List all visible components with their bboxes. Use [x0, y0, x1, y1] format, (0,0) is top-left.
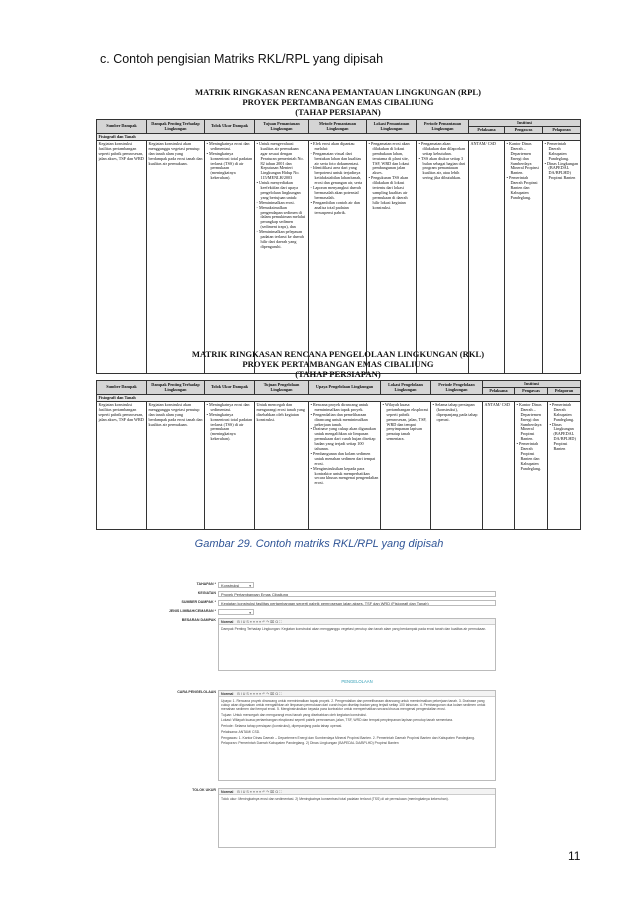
- list-item: • Untuk mengevaluasi kualitas air permukaan agar sesuai dengan Peraturan pemerintah No. 82 tahun 2001 dan Keputusan Menteri Lingkungan Hidup No. 115/MENLH/2003: [257, 142, 307, 181]
- besaran-dampak-label: BESARAN DAMPAK: [181, 618, 216, 622]
- rpl-header-cell: Periode Pemantauan Lingkungan: [417, 120, 469, 134]
- rkl-subheader-cell: Pelaporan: [548, 388, 581, 395]
- rpl-header-cell: Lokasi Pemantauan Lingkungan: [367, 120, 417, 134]
- list-item: • Pemerintah Daerah Kabupaten Pandeglang.: [545, 142, 579, 162]
- kegiatan-input[interactable]: Proyek Pertambangan Emas Cibaliung: [218, 591, 496, 597]
- tolok-ukur-label: TOLOK UKUR: [192, 788, 216, 792]
- rkl-header-cell: Upaya Pengelolaan Lingkungan: [309, 381, 381, 395]
- list-item: - Identifikasi area dari yang berpotensi untuk terjadinya ketidakstabilan lahan/tanah, erosi dan genangan air, serta: [311, 166, 365, 186]
- cara-paragraph: Pengawas: 1. Kantor Dinas Daerah – Departemen Energi dan Sumberdaya Mineral Propinsi Banten. 2. Pemerintah Daerah Propinsi Banten dan Kabupaten Pandeglang.: [221, 735, 475, 740]
- kegiatan-label: KEGIATAN: [197, 591, 216, 595]
- sumber-dampak-label: SUMBER DAMPAK *: [181, 600, 216, 604]
- rpl-header-cell: Metode Pemantauan Lingkungan: [309, 120, 367, 134]
- rkl-cell-pengawas: [515, 402, 548, 530]
- list-item: • Untuk menyediakan keefektifan dari upaya pengelolaan lingkungan yang bertujuan untuk:: [257, 181, 307, 201]
- rkl-cell-pelaksana: ANTAM/ CSD: [483, 402, 515, 530]
- list-item: • Pengendalian dan pemeliharaan dirancang untuk meminimalkan pekerjaan tanah.: [311, 413, 379, 428]
- rpl-cell-pengawas: [505, 141, 543, 374]
- rpl-cell-metode: [309, 141, 367, 374]
- list-item: • Meningkatnya erosi dan sedimentasi.: [207, 142, 253, 152]
- rkl-title: [96, 349, 580, 379]
- list-item: • Menginstruksikan kepada para kontraktor untuk memperhatikan secara khusus mengenai pengendalian erosi.: [311, 467, 379, 487]
- rkl-cell-upaya: [309, 402, 381, 530]
- rpl-cell-lokasi: [367, 141, 417, 374]
- tahapan-select[interactable]: Konstruksi ▾: [218, 582, 254, 588]
- rpl-cell-sumber: Kegiatan konstruksi fasilitas pertambangan seperti pabrik pemrosesan, jalan akses, TSF dan WRD: [97, 141, 147, 374]
- section-heading: c. Contoh pengisian Matriks RKL/RPL yang dipisah: [100, 52, 384, 66]
- rpl-cell-pelaporan: [543, 141, 581, 374]
- cara-paragraph: Tujuan: Untuk mencegah dan mengurangi erosi tanah yang disebabkan oleh kegiatan konstruksi.: [221, 712, 367, 717]
- rkl-header-cell: Sumber Dampak: [97, 381, 147, 395]
- rkl-subheader-cell: Pengawas: [515, 388, 548, 395]
- list-item: • Pemerintah Daerah Propinsi Banten dan Kabupaten Pandeglang.: [517, 442, 546, 471]
- rpl-title-line-1: MATRIK RINGKASAN RENCANA PEMANTAUAN LINGKUNGAN (RPL): [195, 87, 481, 97]
- rpl-cell-dampak: Kegiatan konstruksi akan mengganggu vegetasi penutup dan tanah alam yang berdampak pada erosi tanah dan kualitas air permukaan.: [147, 141, 205, 374]
- rkl-header-institusi: Institusi: [483, 381, 581, 388]
- rpl-title: [96, 87, 580, 117]
- list-item: - Meminimalkan erosi.: [257, 201, 307, 206]
- rkl-title-line-1: MATRIK RINGKASAN RENCANA PENGELOLAAN LINGKUNGAN (RKL): [191, 349, 485, 359]
- rpl-cell-tolok: [205, 141, 255, 374]
- jenis-limbah-label: JENIS LIMBAH/CEMARAN *: [168, 609, 216, 613]
- cara-pengelolaan-label: CARA PENGELOLAAN: [177, 690, 216, 694]
- rkl-form-screenshot: [148, 570, 496, 853]
- list-item: • Dinas Lingkungan (BAPEDAL DA/BPLHD) Propinsi Banten: [545, 162, 579, 182]
- list-item: • Pemerintah Daerah Kabupaten Pandeglang.: [550, 403, 579, 423]
- rpl-header-cell: Tujuan Pemantauan Lingkungan: [255, 120, 309, 134]
- rkl-header-cell: Lokasi Pengelolaan Lingkungan: [381, 381, 431, 395]
- list-item: • Pengamatan erosi akan dilakukan di lokasi pembukaan lahan, terutama di plant site, TSF, WRD dan lokasi pembangunan jalan akses.: [369, 142, 415, 176]
- list-item: • Kantor Dinas Daerah – Departemen Energi dan Sumberdaya Mineral Propinsi Banten.: [517, 403, 546, 442]
- tolok-ukur-editor[interactable]: [218, 788, 496, 848]
- rkl-cell-tujuan: Untuk mencegah dan mengurangi erosi tanah yang disebabkan oleh kegiatan konstruksi.: [255, 402, 309, 530]
- cara-paragraph: Pelaporan: Pemerintah Daerah Kabupaten Pandeglang. 2) Dinas Lingkungan (BAPEDAL DA/BPLHD) Propinsi Banten: [221, 741, 399, 746]
- list-item: • Efek erosi akan dipantau melalui:: [311, 142, 365, 152]
- format-tools[interactable]: B I U S ≡ ≡ ≡ ≡ ↶ ↷ ⌧ Ω ⛶: [237, 619, 282, 624]
- rkl-group-label: Fisiografi dan Tanah: [97, 395, 581, 402]
- format-tools[interactable]: B I U S ≡ ≡ ≡ ≡ ↶ ↷ ⌧ Ω ⛶: [237, 789, 282, 794]
- rpl-subheader-cell: Pelaporan: [543, 127, 581, 134]
- rpl-cell-periode: [417, 141, 469, 374]
- besaran-dampak-text[interactable]: Dampak Penting Terhadap Lingkungan: Kegiatan konstruksi akan mengganggu vegetasi penutup dan tanah alam yang berdampak pada erosi tanah dan kualitas air permukaan.: [221, 626, 487, 631]
- rkl-header-cell: Tujuan Pengelolaan Lingkungan: [255, 381, 309, 395]
- rkl-cell-sumber: Kegiatan konstruksi fasilitas pertambangan seperti pabrik pemrosesan, jalan akses, TSF dan WRD: [97, 402, 147, 530]
- cara-paragraph: Lokasi: Wilayah kuasa pertambangan eksplorasi seperti pabrik pemrosesan, jalan, TSF, WRD dan tempat penyimpanan lapisan penutup tanah sementara.: [221, 718, 453, 723]
- jenis-limbah-select[interactable]: [218, 609, 254, 615]
- rpl-group-row: [97, 134, 581, 141]
- list-item: • Pengukuran TSS akan dilakukan di lokasi tertentu dari lokasi sampling kualitas air permukaan di daerah hilir lokasi kegiatan konstruksi.: [369, 176, 415, 210]
- rpl-header-cell: Tolok Ukur Dampak: [205, 120, 255, 134]
- rpl-subheader-cell: Pengawas: [505, 127, 543, 134]
- style-dropdown[interactable]: Normal: [221, 691, 234, 696]
- list-item: • Meningkatnya konsentrasi total padatan terlarut (TSS) di air permukaan (meningkatnya kekeruhan).: [207, 413, 253, 442]
- rkl-cell-pelaporan: [548, 402, 581, 530]
- cara-pengelolaan-editor[interactable]: [218, 690, 496, 781]
- rpl-subheader-cell: Pelaksana: [469, 127, 505, 134]
- rkl-header-cell: Tolok Ukur Dampak: [205, 381, 255, 395]
- list-item: • Wilayah kuasa pertambangan eksplorasi seperti pabrik pemrosesan, jalan, TSF, WRD dan tempat penyimpanan lapisan penutup tanah sementara.: [383, 403, 429, 442]
- rkl-cell-dampak: Kegiatan konstruksi akan mengganggu vegetasi penutup dan tanah alam yang berdampak pada erosi tanah dan kualitas air permukaan.: [147, 402, 205, 530]
- cara-paragraph: Pelaksana: ANTAM/ CSD.: [221, 729, 261, 734]
- rkl-data-row: [97, 402, 581, 530]
- list-item: • Rencana proyek dirancang untuk meminimalkan tapak proyek.: [311, 403, 379, 413]
- list-item: • Kantor Dinas Daerah – Departemen Energi dan Sumberdaya Mineral Propinsi Banten.: [507, 142, 541, 176]
- cara-paragraph: Periode: Selama tahap persiapan (konstruksi), diperpanjang pada tahap operasi.: [221, 724, 343, 729]
- rkl-subheader-cell: Pelaksana: [483, 388, 515, 395]
- rpl-data-row: [97, 141, 581, 374]
- list-item: - Laporan menyangkut daerah bermasalah akan potensial bermasalah.: [311, 186, 365, 201]
- list-item: • Meningkatnya erosi dan sedimentasi.: [207, 403, 253, 413]
- style-dropdown[interactable]: Normal: [221, 619, 234, 624]
- list-item: - Memaksimalkan pengendapan sedimen di dalam pemukiman melalui perangkap sedimen (sediment traps), dan: [257, 206, 307, 231]
- list-item: - Meminimalkan pelepasan padatan terlarut ke daerah hilir dari daerah yang dipengaruhi.: [257, 230, 307, 250]
- rkl-header-cell: Periode Pengelolaan Lingkungan: [431, 381, 483, 395]
- rkl-title-line-3: (TAHAP PERSIAPAN): [295, 369, 381, 379]
- rpl-header-cell: Sumber Dampak: [97, 120, 147, 134]
- tolok-ukur-text[interactable]: Tolok ukur: Meningkatnya erosi dan sedimentasi. 2) Meningkatnya konsentrasi total padatan terlarut (TSS) di air permukaan (meningkatnya kekeruhan).: [221, 796, 449, 801]
- rkl-group-row: [97, 395, 581, 402]
- pengelolaan-section-label: PENGELOLAAN: [341, 679, 373, 684]
- list-item: • Pemerintah Daerah Propinsi Banten dan Kabupaten Pandeglang.: [507, 176, 541, 201]
- list-item: • TSS akan diukur setiap 3 bulan sebagai bagian dari program pemantauan kualitas air, atau lebih sering jika dibutuhkan.: [419, 157, 467, 182]
- figure-caption: Gambar 29. Contoh matriks RKL/RPL yang dipisah: [194, 538, 444, 550]
- rpl-cell-tujuan: [255, 141, 309, 374]
- rpl-title-line-2: PROYEK PERTAMBANGAN EMAS CIBALIUNG: [242, 97, 434, 107]
- cara-paragraph: Upaya: 1. Rencana proyek dirancang untuk meminimalkan tapak proyek. 2. Pengendalian dan pemeliharaan dirancang untuk meminimalkan pekerjaan tanah. 3. Drainase yang cukup akan digunakan untuk mengalihkan air limpasan permukaan dari curah hujan disetiap badan yang terjadi setiap 100 tahunan. 4. Pembangunan dua kolam sedimen untuk menahan sedimen dari tempat erosi. 5. Menginstruksikan kepada para kontraktor untuk memperhatikan secara khusus mengenai pengendalian erosi.: [221, 698, 486, 712]
- rkl-header-row: [97, 381, 581, 388]
- format-tools[interactable]: B I U S ≡ ≡ ≡ ≡ ↶ ↷ ⌧ Ω ⛶: [237, 691, 282, 696]
- rkl-table: [96, 380, 581, 530]
- rpl-table: [96, 119, 581, 374]
- list-item: • Pengambilan contoh air dan analisa total padatan tersuspensi pabrik.: [311, 201, 365, 216]
- rpl-header-cell: Dampak Penting Terhadap Lingkungan: [147, 120, 205, 134]
- list-item: • Selama tahap persiapan (konstruksi), diperpanjang pada tahap operasi.: [433, 403, 481, 423]
- rpl-header-row: [97, 120, 581, 127]
- list-item: • Dinas Lingkungan (BAPEDAL DA/BPLHD) Propinsi Banten: [550, 423, 579, 452]
- style-dropdown[interactable]: Normal: [221, 789, 234, 794]
- tahapan-label: TAHAPAN *: [196, 582, 216, 586]
- rpl-cell-pelaksana: ANTAM/ CSD: [469, 141, 505, 374]
- page-number: 11: [568, 849, 581, 863]
- list-item: • Pembangunan dan kolam sedimen untuk menahan sedimen dari tempat erosi.: [311, 452, 379, 467]
- sumber-dampak-input[interactable]: Kegiatan konstruksi fasilitas pertambangan seperti pabrik pemrosesan jalan akses, TSF dan WRD (Fisiografi dan Tanah): [218, 600, 496, 606]
- rpl-header-institusi: Institusi: [469, 120, 581, 127]
- list-item: • Drainase yang cukup akan digunakan untuk mengalihkan air limpasan permukaan dari curah hujan disetiap badan yang terjadi setiap 100 tahunan.: [311, 427, 379, 452]
- rpl-group-label: Fisiografi dan Tanah: [97, 134, 581, 141]
- besaran-dampak-editor[interactable]: [218, 618, 496, 671]
- list-item: • Meningkatnya konsentrasi total padatan terlarut (TSS) di air permukaan (meningkatnya kekeruhan).: [207, 152, 253, 181]
- list-item: - Pengamatan visual dari bentukan lahan dan kualitas air serta foto dokumentasi.: [311, 152, 365, 167]
- rpl-title-line-3: (TAHAP PERSIAPAN): [295, 107, 381, 117]
- list-item: • Pengamatan akan dilakukan dan dilaporkan setiap kebutuhan.: [419, 142, 467, 157]
- rkl-title-line-2: PROYEK PERTAMBANGAN EMAS CIBALIUNG: [242, 359, 434, 369]
- rkl-cell-periode: [431, 402, 483, 530]
- rkl-cell-tolok: [205, 402, 255, 530]
- rkl-cell-lokasi: [381, 402, 431, 530]
- rkl-header-cell: Dampak Penting Terhadap Lingkungan: [147, 381, 205, 395]
- cara-pengelolaan-text[interactable]: [219, 697, 495, 748]
